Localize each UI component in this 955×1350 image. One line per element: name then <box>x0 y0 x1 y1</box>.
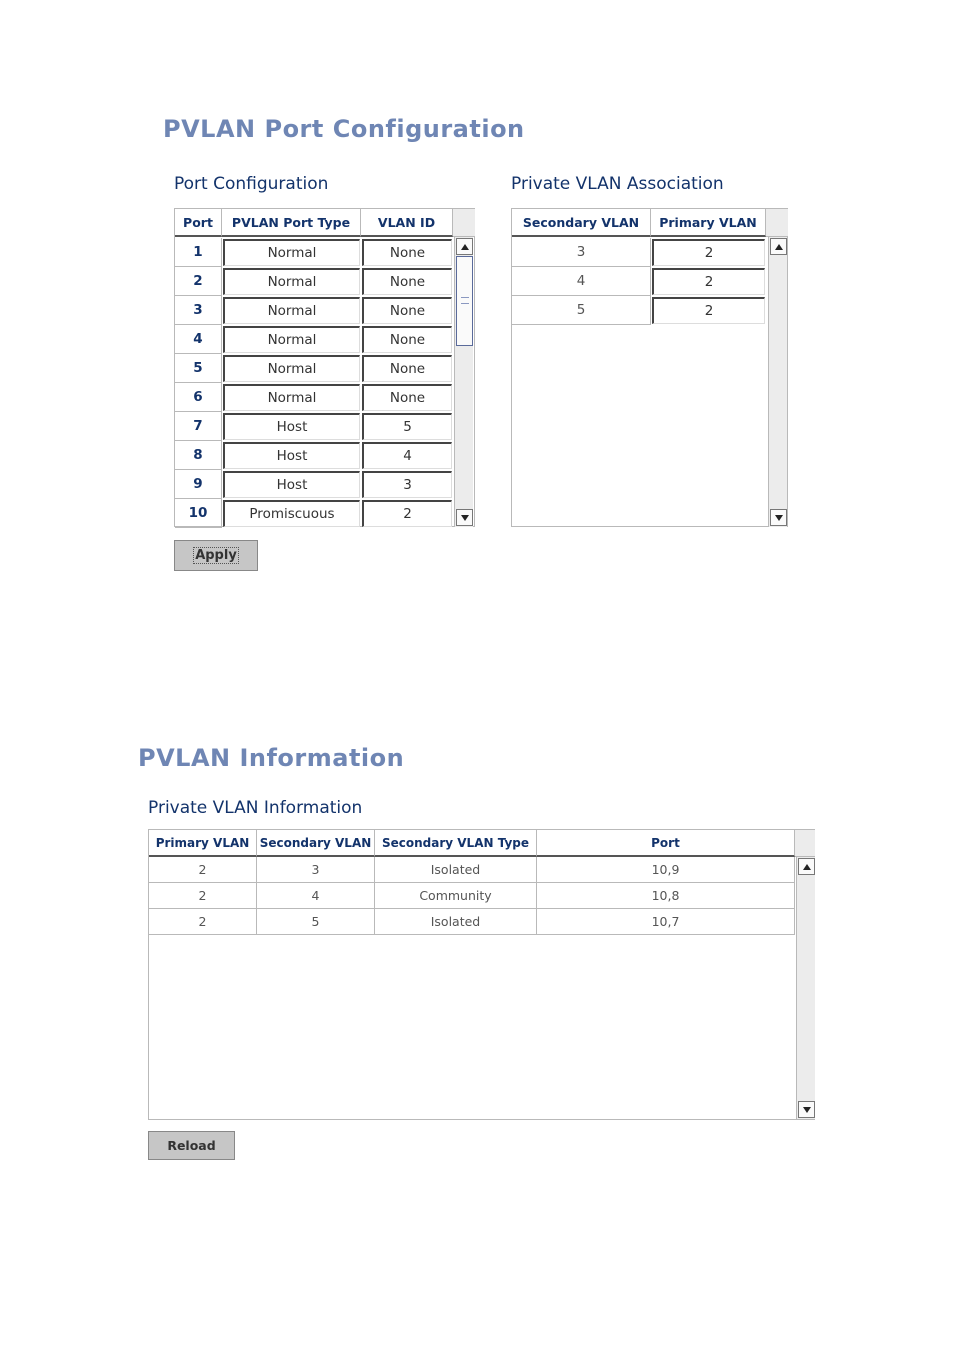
vlan-id-field[interactable]: None <box>362 326 452 353</box>
pvlan-port-type-field[interactable]: Promiscuous <box>223 500 360 527</box>
scroll-up-icon[interactable] <box>456 238 473 255</box>
port-number: 1 <box>175 238 222 267</box>
pvlan-port-type-field[interactable]: Host <box>223 413 360 440</box>
assoc-table-scrollbar[interactable] <box>768 237 787 527</box>
header-spacer <box>453 209 475 237</box>
pvlan-port-type-field[interactable]: Normal <box>223 384 360 411</box>
header-pvlan-port-type: PVLAN Port Type <box>222 209 361 237</box>
scroll-up-icon[interactable] <box>798 858 815 875</box>
primary-vlan-field[interactable]: 2 <box>652 239 765 266</box>
info-type-cell: Isolated <box>375 909 537 935</box>
reload-button-label: Reload <box>167 1138 216 1153</box>
vlan-id-field[interactable]: None <box>362 355 452 382</box>
header-spacer <box>795 830 815 857</box>
vlan-id-field[interactable]: 4 <box>362 442 452 469</box>
vlan-id-field[interactable]: None <box>362 297 452 324</box>
apply-button-label: Apply <box>195 548 237 563</box>
private-vlan-information-title: Private VLAN Information <box>148 798 363 818</box>
pvlan-port-type-field[interactable]: Normal <box>223 326 360 353</box>
pvlan-port-type-field[interactable]: Normal <box>223 355 360 382</box>
header-primary-vlan: Primary VLAN <box>149 830 257 857</box>
port-number: 3 <box>175 296 222 325</box>
secondary-vlan-value: 4 <box>512 267 651 296</box>
pvlan-port-type-field[interactable]: Host <box>223 471 360 498</box>
scroll-down-icon[interactable] <box>798 1101 815 1118</box>
header-secondary-vlan: Secondary VLAN <box>257 830 375 857</box>
scroll-up-icon[interactable] <box>770 238 787 255</box>
info-port-cell: 10,7 <box>537 909 795 935</box>
info-type-cell: Community <box>375 883 537 909</box>
pvlan-port-type-field[interactable]: Normal <box>223 297 360 324</box>
info-secondary-cell: 4 <box>257 883 375 909</box>
info-primary-cell: 2 <box>149 909 257 935</box>
secondary-vlan-value: 3 <box>512 238 651 267</box>
port-config-table <box>174 208 475 527</box>
vlan-id-field[interactable]: 5 <box>362 413 452 440</box>
info-primary-cell: 2 <box>149 857 257 883</box>
scroll-down-icon[interactable] <box>770 509 787 526</box>
vlan-id-field[interactable]: None <box>362 268 452 295</box>
info-type-cell: Isolated <box>375 857 537 883</box>
header-secondary-vlan: Secondary VLAN <box>512 209 651 237</box>
apply-button[interactable] <box>174 540 258 571</box>
pvlan-port-type-field[interactable]: Host <box>223 442 360 469</box>
primary-vlan-field[interactable]: 2 <box>652 268 765 295</box>
info-port-cell: 10,9 <box>537 857 795 883</box>
info-secondary-cell: 5 <box>257 909 375 935</box>
pvlan-information-table <box>148 829 815 1120</box>
vlan-id-field[interactable]: None <box>362 384 452 411</box>
port-number: 7 <box>175 412 222 441</box>
vlan-id-field[interactable]: 2 <box>362 500 452 527</box>
info-table-scrollbar[interactable] <box>796 857 815 1119</box>
info-primary-cell: 2 <box>149 883 257 909</box>
port-number: 5 <box>175 354 222 383</box>
port-number: 2 <box>175 267 222 296</box>
header-port: Port <box>175 209 222 237</box>
reload-button[interactable] <box>148 1131 235 1160</box>
primary-vlan-field[interactable]: 2 <box>652 297 765 324</box>
page-title-info: PVLAN Information <box>138 744 405 772</box>
port-number: 9 <box>175 470 222 499</box>
header-vlan-id: VLAN ID <box>361 209 453 237</box>
pvlan-port-type-field[interactable]: Normal <box>223 239 360 266</box>
vlan-id-field[interactable]: 3 <box>362 471 452 498</box>
vlan-id-field[interactable]: None <box>362 239 452 266</box>
vlan-association-title: Private VLAN Association <box>511 174 724 194</box>
header-spacer <box>766 209 788 237</box>
page-title-config: PVLAN Port Configuration <box>163 115 525 143</box>
port-number: 6 <box>175 383 222 412</box>
port-number: 4 <box>175 325 222 354</box>
pvlan-port-type-field[interactable]: Normal <box>223 268 360 295</box>
header-primary-vlan: Primary VLAN <box>651 209 766 237</box>
header-port: Port <box>537 830 795 857</box>
port-configuration-title: Port Configuration <box>174 174 329 194</box>
port-number: 10 <box>175 499 222 528</box>
scroll-down-icon[interactable] <box>456 509 473 526</box>
info-port-cell: 10,8 <box>537 883 795 909</box>
scroll-thumb[interactable] <box>456 256 473 346</box>
port-table-scrollbar[interactable] <box>454 237 473 527</box>
secondary-vlan-value: 5 <box>512 296 651 325</box>
header-secondary-vlan-type: Secondary VLAN Type <box>375 830 537 857</box>
port-number: 8 <box>175 441 222 470</box>
vlan-association-table <box>511 208 788 527</box>
info-secondary-cell: 3 <box>257 857 375 883</box>
